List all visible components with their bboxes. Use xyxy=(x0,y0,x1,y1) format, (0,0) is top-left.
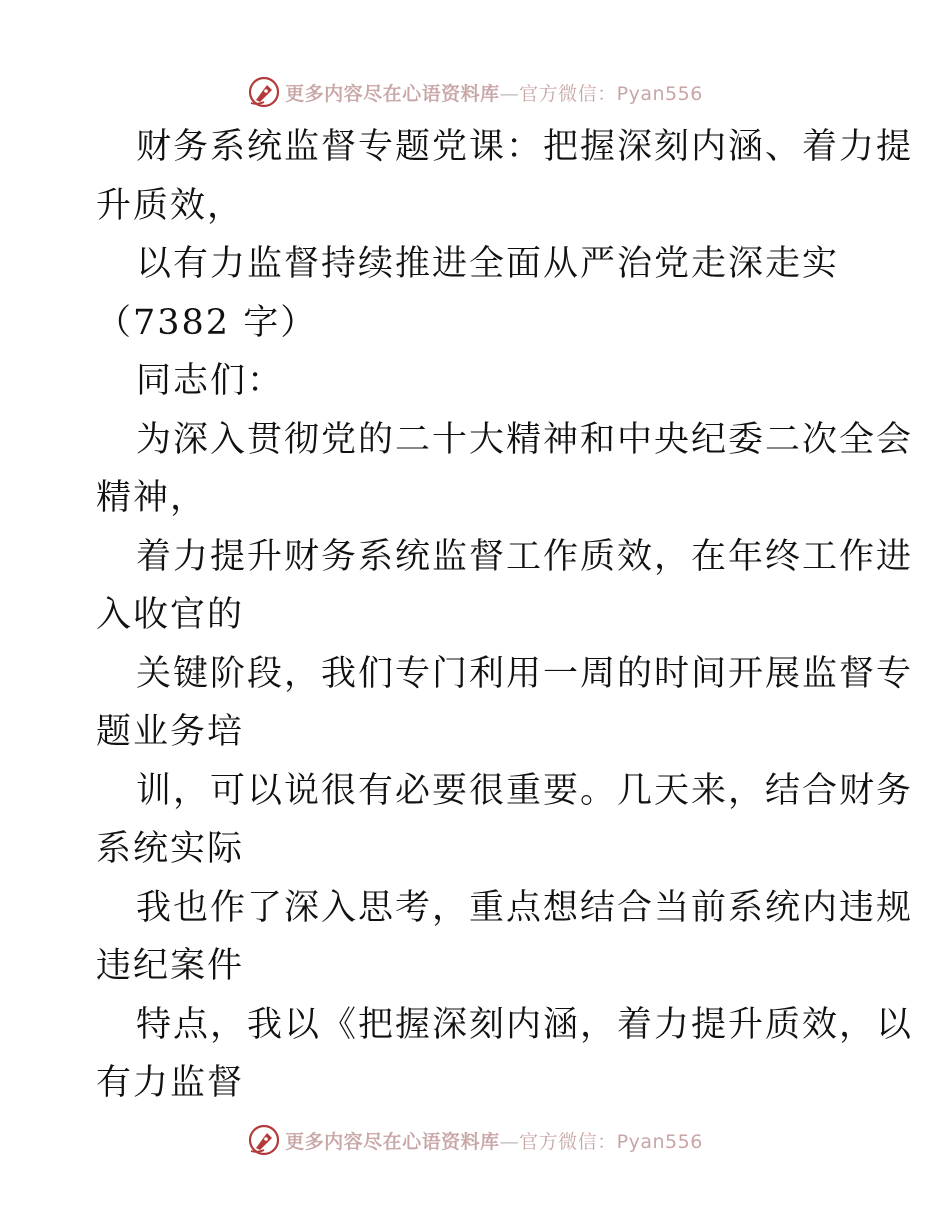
document-body xyxy=(96,118,914,1113)
footer-banner-text xyxy=(285,1127,703,1154)
body-line: 着力提升财务系统监督工作质效，在年终工作进 xyxy=(136,536,914,577)
header-banner xyxy=(0,72,950,112)
header-dash: — xyxy=(499,82,520,105)
body-line: 系统实际 xyxy=(96,829,245,869)
footer-promo-text: 更多内容尽在心语资料库 xyxy=(285,1130,500,1153)
pen-nib-logo-icon xyxy=(247,1123,281,1157)
pen-nib-logo-icon xyxy=(247,75,281,109)
header-contact: 官方微信：Pyan556 xyxy=(519,82,703,105)
body-line-salutation: 同志们： xyxy=(136,361,285,401)
body-line: 关键阶段，我们专门利用一周的时间开展监督专 xyxy=(136,653,914,694)
header-promo-text: 更多内容尽在心语资料库 xyxy=(285,82,500,105)
body-line: 违纪案件 xyxy=(96,946,245,986)
footer-banner xyxy=(0,1120,950,1160)
body-line: 题业务培 xyxy=(96,712,245,752)
body-line: 入收官的 xyxy=(96,595,245,635)
body-line: 特点，我以《把握深刻内涵，着力提升质效，以 xyxy=(136,1004,914,1045)
body-line-subtitle: 以有力监督持续推进全面从严治党走深走实 xyxy=(136,244,840,284)
footer-dash: — xyxy=(499,1130,520,1153)
body-line: 精神， xyxy=(96,478,208,518)
body-line-word-count: （7382 字） xyxy=(96,302,318,343)
body-line: 训，可以说很有必要很重要。几天来，结合财务 xyxy=(136,770,914,811)
body-line-title-1: 财务系统监督专题党课：把握深刻内涵、着力提 xyxy=(136,127,914,167)
body-line-title-2: 升质效， xyxy=(96,185,245,226)
body-line: 我也作了深入思考，重点想结合当前系统内违规 xyxy=(136,887,914,928)
body-line: 为深入贯彻党的二十大精神和中央纪委二次全会 xyxy=(136,419,914,460)
footer-contact: 官方微信：Pyan556 xyxy=(519,1130,703,1153)
header-banner-text xyxy=(285,79,703,106)
body-line: 有力监督 xyxy=(96,1063,245,1103)
